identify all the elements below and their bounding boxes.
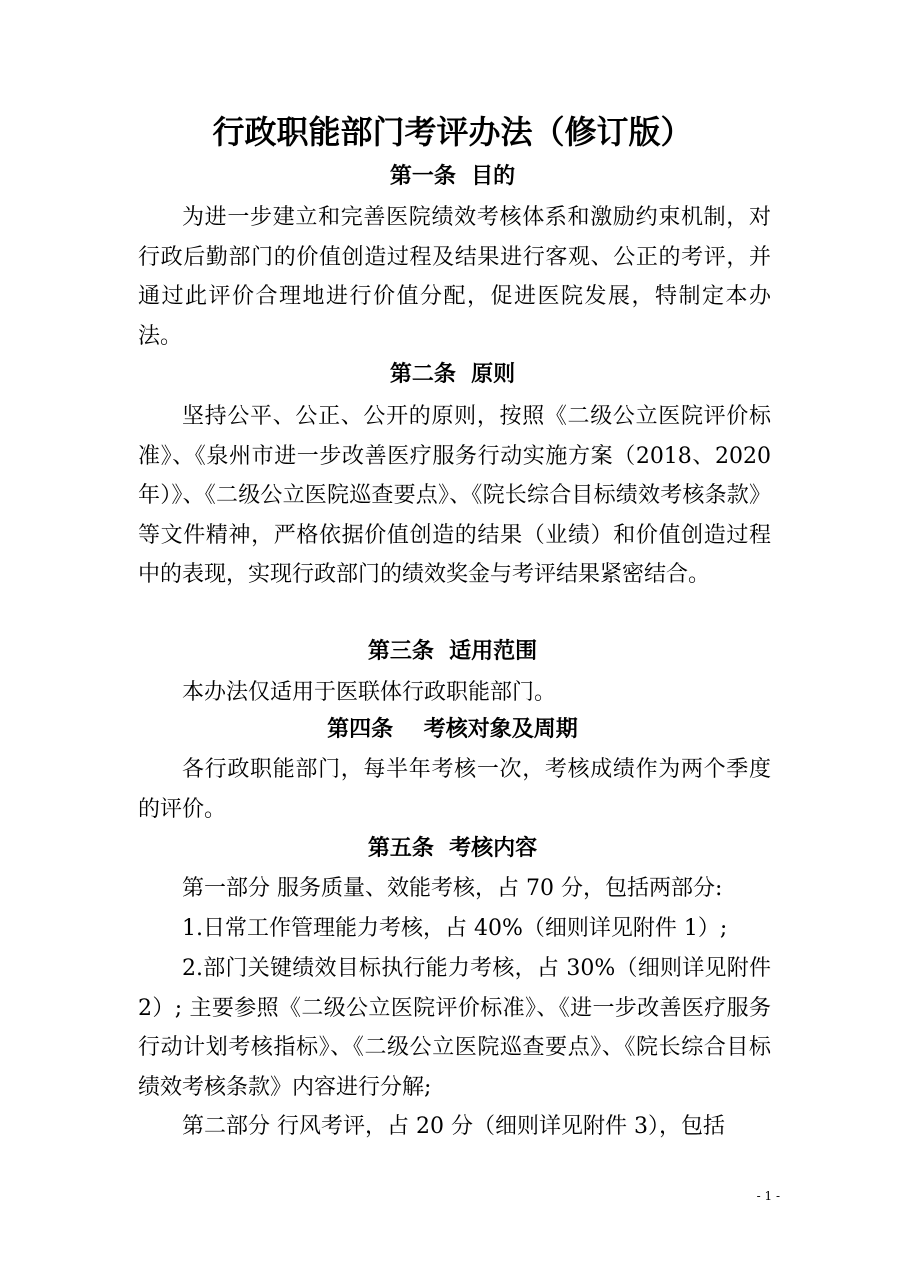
document-title: 行政职能部门考评办法（修订版） bbox=[212, 113, 693, 151]
section-1-paragraph-1: 为进一步建立和完善医院绩效考核体系和激励约束机制，对行政后勤部门的价值创造过程及结果进行客观、公正的考评，并通过此评价合理地进行价值分配，促进医院发展，特制定本办法。 bbox=[138, 205, 771, 349]
section-heading-3: 第三条 适用范围 bbox=[367, 639, 538, 664]
section-heading-2: 第二条 原则 bbox=[389, 362, 516, 387]
section-3-paragraph-1: 本办法仅适用于医联体行政职能部门。 bbox=[182, 680, 557, 705]
section-5-paragraph-3: 2.部门关键绩效目标执行能力考核，占 30%（细则详见附件 2）; 主要参照《二级公立医院评价标准》、《进一步改善医疗服务行动计划考核指标》、《二级公立医院巡查要点》、《院长综合目标绩效考核条款》内容进行分解; bbox=[138, 956, 771, 1100]
section-5-paragraph-4: 第二部分 行风考评，占 20 分（细则详见附件 3），包括 bbox=[182, 1114, 725, 1139]
section-heading-1: 第一条 目的 bbox=[389, 164, 516, 189]
section-heading-4: 第四条 考核对象及周期 bbox=[327, 717, 578, 742]
section-4-paragraph-1: 各行政职能部门，每半年考核一次，考核成绩作为两个季度的评价。 bbox=[138, 757, 771, 822]
section-heading-5: 第五条 考核内容 bbox=[367, 836, 538, 861]
section-5-paragraph-2: 1.日常工作管理能力考核，占 40%（细则详见附件 1）; bbox=[182, 916, 728, 941]
section-5-paragraph-1: 第一部分 服务质量、效能考核，占 70 分，包括两部分: bbox=[182, 876, 723, 901]
page-number: - 1 - bbox=[756, 1189, 780, 1203]
section-2-paragraph-1: 坚持公平、公正、公开的原则，按照《二级公立医院评价标准》、《泉州市进一步改善医疗服务行动实施方案（2018、2020年）》、《二级公立医院巡查要点》、《院长综合目标绩效考核条款》等文件精神，严格依据价值创造的结果（业绩）和价值创造过程中的表现，实现行政部门的绩效奖金与考评结果紧密结合。 bbox=[138, 404, 771, 587]
